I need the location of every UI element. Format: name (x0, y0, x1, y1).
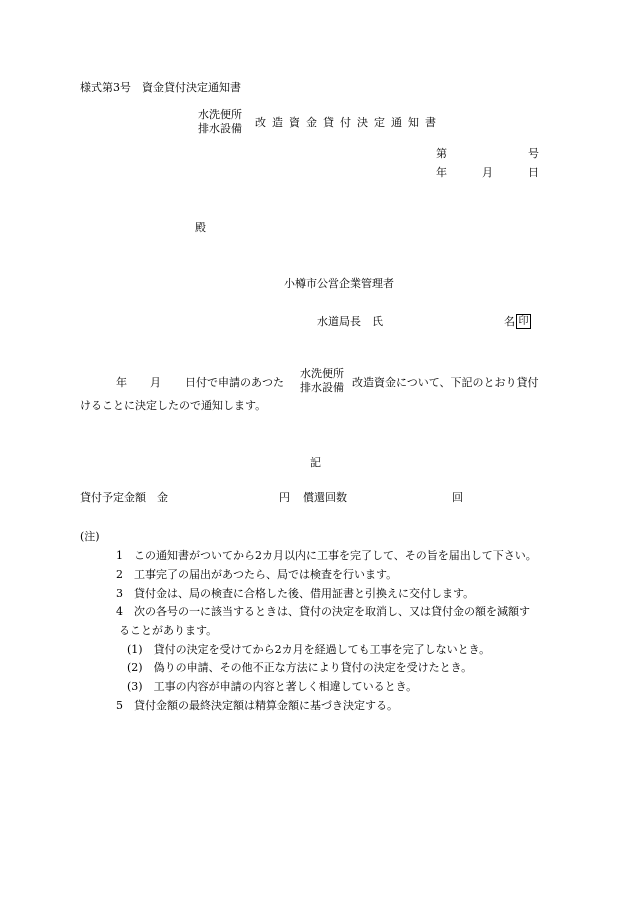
note-item-continuation: ることがあります。 (119, 624, 218, 637)
amount-label: 貸付予定金額 金 (80, 491, 168, 504)
addressee-suffix: 殿 (195, 221, 206, 234)
number-go: 号 (528, 147, 539, 160)
note-item: 4 次の各号の一に該当するときは、貸付の決定を取消し、又は貸付金の額を減額す (116, 605, 530, 618)
body-stack-top: 水洗便所 (300, 367, 344, 380)
document-title: 改造資金貸付決定通知書 (255, 116, 442, 129)
seal-mark: 印 (516, 314, 531, 329)
amount-yen: 円 (279, 491, 290, 504)
date-day: 日 (528, 166, 539, 179)
title-stack (198, 108, 242, 136)
body-line2: けることに決定したので通知します。 (80, 399, 267, 412)
sender-org: 小樽市公営企業管理者 (284, 277, 394, 290)
title-stack-bottom: 排水設備 (198, 122, 242, 135)
ki-heading: 記 (310, 456, 321, 469)
number-dai: 第 (436, 147, 447, 160)
date-year: 年 (436, 166, 447, 179)
note-subitem: (1) 貸付の決定を受けてから2カ月を経過しても工事を完了しないとき。 (127, 643, 491, 656)
note-item: 5 貸付金額の最終決定額は精算金額に基づき決定する。 (116, 699, 398, 712)
sender-name-label: 名 (504, 315, 515, 328)
body-stack-bottom: 排水設備 (300, 381, 344, 394)
note-item: 2 工事完了の届出があつたら、局では検査を行います。 (116, 568, 398, 581)
note-item: 1 この通知書がついてから2カ月以内に工事を完了して、その旨を届出して下さい。 (116, 549, 537, 562)
body-year: 年 (116, 376, 127, 389)
date-month: 月 (482, 166, 493, 179)
sender-position: 水道局長 氏 (317, 315, 383, 328)
notes-heading: (注) (80, 530, 100, 543)
note-subitem: (3) 工事の内容が申請の内容と著しく相違しているとき。 (127, 680, 418, 693)
form-label: 様式第3号 資金貸付決定通知書 (80, 81, 241, 94)
note-item: 3 貸付金は、局の検査に合格した後、借用証書と引換えに交付します。 (116, 587, 475, 600)
body-stack (300, 367, 344, 395)
note-subitem: (2) 偽りの申請、その他不正な方法により貸付の決定を受けたとき。 (127, 661, 473, 674)
title-stack-top: 水洗便所 (198, 108, 242, 121)
body-day-text: 日付で申請のあつた (185, 376, 284, 389)
body-month: 月 (150, 376, 161, 389)
body-after: 改造資金について、下記のとおり貸付 (352, 376, 539, 389)
repay-label: 償還回数 (303, 491, 347, 504)
repay-kai: 回 (452, 491, 463, 504)
